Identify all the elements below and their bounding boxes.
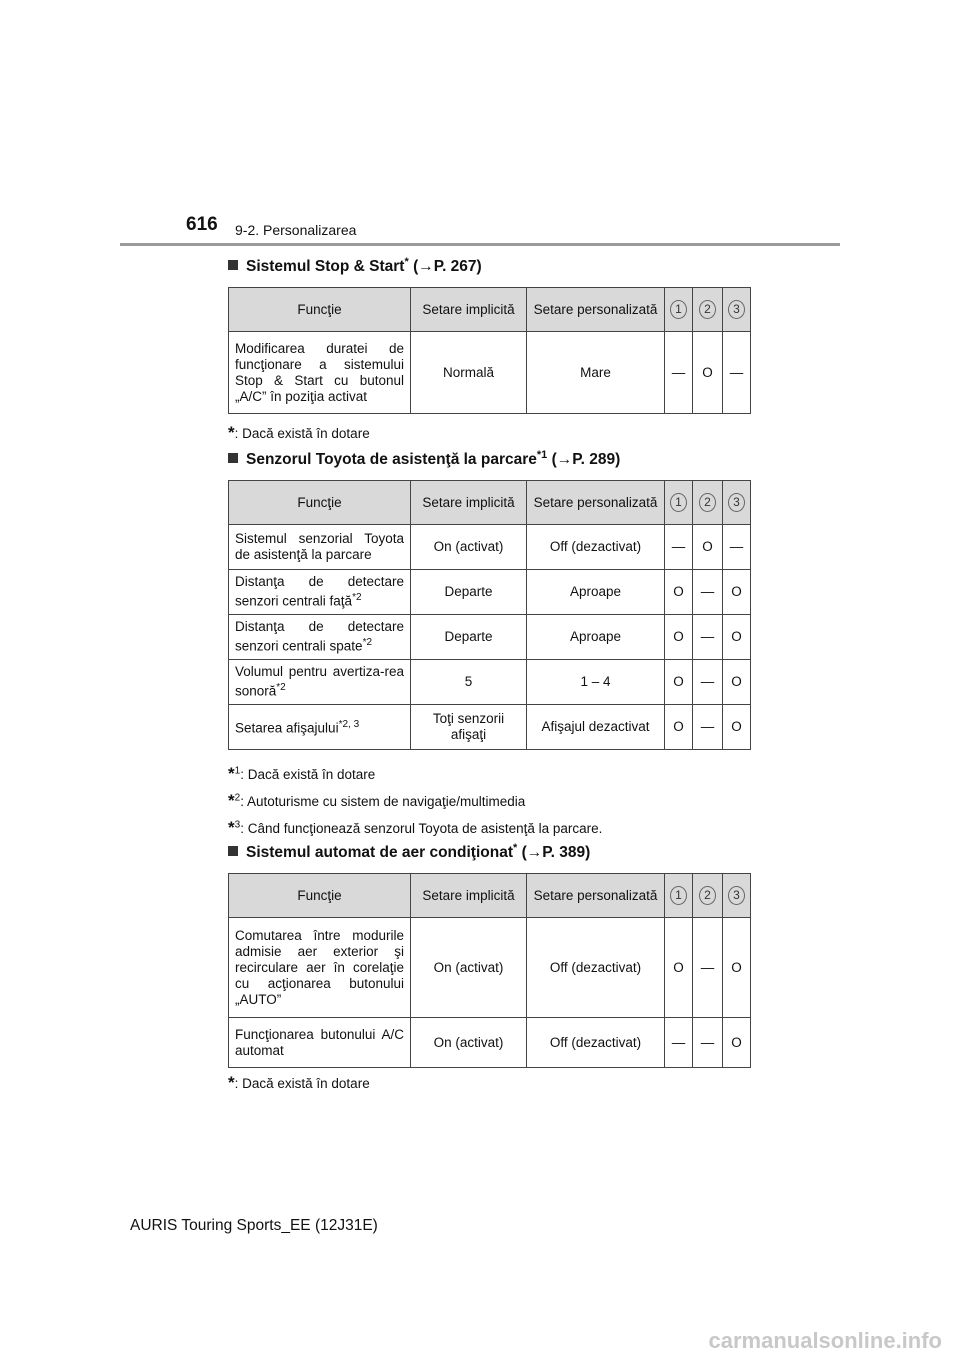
footnote-text: : Dacă există în dotare [234, 426, 370, 441]
circled-number-3-icon: 3 [728, 493, 745, 512]
column-header-function: Funcţie [229, 288, 411, 332]
page-reference: (→P. 289) [551, 451, 621, 469]
column-header-default: Setare implicită [411, 481, 527, 525]
column-header-mode-3 [723, 481, 751, 525]
footnote-mark: *2 [276, 682, 286, 694]
cell-mode-1: O [665, 705, 693, 750]
cell-function [229, 705, 411, 750]
cell-mode-2: — [693, 615, 723, 660]
footnote [228, 423, 370, 443]
cell-function [229, 570, 411, 615]
footnote-mark: *2 [352, 592, 362, 604]
cell-default: On (activat) [411, 1018, 527, 1068]
cell-default: Normală [411, 332, 527, 414]
cell-mode-2: — [693, 918, 723, 1018]
cell-function [229, 332, 411, 414]
cell-default: Departe [411, 570, 527, 615]
cell-default: 5 [411, 660, 527, 705]
footnote-star: * [228, 818, 235, 837]
cell-mode-1: O [665, 615, 693, 660]
cell-mode-3: — [723, 525, 751, 570]
bullet-square-icon [228, 453, 238, 463]
function-text: Distanţa de detectare senzori centrali faţă [235, 574, 404, 609]
cell-custom: Aproape [527, 615, 665, 660]
table-row [229, 918, 751, 1018]
table-parking-sensor [228, 480, 751, 750]
function-text: Volumul pentru avertiza-rea sonoră [235, 664, 404, 699]
table-header-row [229, 288, 751, 332]
header-rule [120, 243, 840, 246]
function-text: Sistemul senzorial Toyota de asistenţă la parcare [235, 531, 404, 562]
footnote [228, 1073, 370, 1093]
footnote-number: 3 [234, 819, 241, 831]
function-text: Distanţa de detectare senzori centrali spate [235, 619, 404, 654]
circled-number-2-icon: 2 [699, 493, 716, 512]
cell-function [229, 615, 411, 660]
cell-custom: Afişajul dezactivat [527, 705, 665, 750]
section-heading-parking-sensor [228, 449, 620, 469]
column-header-mode-1 [665, 288, 693, 332]
footnote-text: : Când funcţionează senzorul Toyota de asistenţă la parcare. [240, 821, 603, 836]
column-header-custom: Setare personalizată [527, 481, 665, 525]
section-title: Sistemul automat de aer condiţionat [246, 844, 513, 862]
cell-mode-3: O [723, 705, 751, 750]
cell-custom: Aproape [527, 570, 665, 615]
cell-mode-1: O [665, 660, 693, 705]
column-header-function: Funcţie [229, 481, 411, 525]
page-reference: (→P. 389) [521, 844, 591, 862]
column-header-custom: Setare personalizată [527, 288, 665, 332]
table-row [229, 1018, 751, 1068]
table-row [229, 705, 751, 750]
cell-function [229, 660, 411, 705]
footnote-text: : Dacă există în dotare [234, 1076, 370, 1091]
function-text: Modificarea duratei de funcţionare a sistemului Stop & Start cu butonul „A/C” în poziţia activat [235, 340, 404, 404]
table-row [229, 570, 751, 615]
cell-function [229, 918, 411, 1018]
footnote [228, 818, 602, 838]
cell-function [229, 1018, 411, 1068]
footnote-text: : Autoturisme cu sistem de navigaţie/multimedia [240, 794, 526, 809]
function-text: Funcţionarea butonului A/C automat [235, 1026, 404, 1058]
cell-mode-2: — [693, 660, 723, 705]
cell-mode-3: — [723, 332, 751, 414]
cell-function [229, 525, 411, 570]
footnote-star: * [228, 1073, 235, 1092]
circled-number-3-icon: 3 [728, 300, 745, 319]
column-header-mode-1 [665, 874, 693, 918]
bullet-square-icon [228, 846, 238, 856]
cell-mode-1: O [665, 570, 693, 615]
cell-mode-3: O [723, 615, 751, 660]
footnote-star: * [228, 791, 235, 810]
section-mark: * [404, 256, 409, 268]
cell-default: On (activat) [411, 525, 527, 570]
cell-mode-2: — [693, 570, 723, 615]
cell-default: On (activat) [411, 918, 527, 1018]
column-header-function: Funcţie [229, 874, 411, 918]
footnote-star: * [228, 423, 235, 442]
cell-mode-2: — [693, 705, 723, 750]
watermark: carmanualsonline.info [708, 1328, 942, 1353]
section-mark: *1 [536, 449, 548, 461]
table-row [229, 615, 751, 660]
chapter-title: 9-2. Personalizarea [235, 222, 357, 238]
column-header-mode-2 [693, 874, 723, 918]
bullet-square-icon [228, 260, 238, 270]
column-header-custom: Setare personalizată [527, 874, 665, 918]
cell-mode-2: O [693, 525, 723, 570]
table-row [229, 332, 751, 414]
footnote-mark: *2, 3 [338, 719, 360, 731]
cell-default: Departe [411, 615, 527, 660]
footnote-text: : Dacă există în dotare [240, 767, 376, 782]
table-row [229, 525, 751, 570]
cell-mode-1: O [665, 918, 693, 1018]
circled-number-1-icon: 1 [670, 300, 687, 319]
table-header-row [229, 874, 751, 918]
section-heading-air-conditioning [228, 842, 590, 862]
column-header-default: Setare implicită [411, 288, 527, 332]
circled-number-2-icon: 2 [699, 886, 716, 905]
function-text: Setarea afişajului [235, 720, 339, 736]
table-stop-start [228, 287, 751, 414]
cell-mode-3: O [723, 918, 751, 1018]
circled-number-1-icon: 1 [670, 493, 687, 512]
footnote-number: 2 [234, 792, 241, 804]
cell-mode-3: O [723, 1018, 751, 1068]
column-header-mode-3 [723, 288, 751, 332]
cell-custom: Off (dezactivat) [527, 1018, 665, 1068]
circled-number-3-icon: 3 [728, 886, 745, 905]
column-header-mode-1 [665, 481, 693, 525]
cell-custom: Off (dezactivat) [527, 525, 665, 570]
cell-mode-3: O [723, 660, 751, 705]
cell-custom: 1 – 4 [527, 660, 665, 705]
column-header-default: Setare implicită [411, 874, 527, 918]
footnote [228, 764, 375, 784]
cell-mode-2: — [693, 1018, 723, 1068]
column-header-mode-3 [723, 874, 751, 918]
cell-mode-1: — [665, 525, 693, 570]
column-header-mode-2 [693, 288, 723, 332]
section-title: Senzorul Toyota de asistenţă la parcare [246, 451, 537, 469]
section-mark: * [513, 842, 518, 854]
page-reference: (→P. 267) [413, 258, 482, 276]
footer-model: AURIS Touring Sports_EE (12J31E) [130, 1217, 378, 1234]
cell-mode-3: O [723, 570, 751, 615]
cell-mode-1: — [665, 1018, 693, 1068]
footnote-number: 1 [234, 765, 241, 777]
page-number: 616 [186, 214, 218, 235]
footnote-mark: *2 [362, 637, 373, 649]
cell-custom: Off (dezactivat) [527, 918, 665, 1018]
table-row [229, 660, 751, 705]
cell-custom: Mare [527, 332, 665, 414]
table-air-conditioning [228, 873, 751, 1068]
circled-number-1-icon: 1 [670, 886, 687, 905]
cell-mode-1: — [665, 332, 693, 414]
circled-number-2-icon: 2 [699, 300, 716, 319]
footnote-star: * [228, 764, 235, 783]
footnote [228, 791, 525, 811]
cell-default: Toţi senzorii afişaţi [411, 705, 527, 750]
table-header-row [229, 481, 751, 525]
section-title: Sistemul Stop & Start [246, 258, 405, 276]
column-header-mode-2 [693, 481, 723, 525]
function-text: Comutarea între modurile admisie aer exterior şi recirculare aer în corelaţie cu acţionarea butonului „AUTO” [235, 927, 404, 1007]
section-heading-stop-start [228, 256, 482, 276]
cell-mode-2: O [693, 332, 723, 414]
